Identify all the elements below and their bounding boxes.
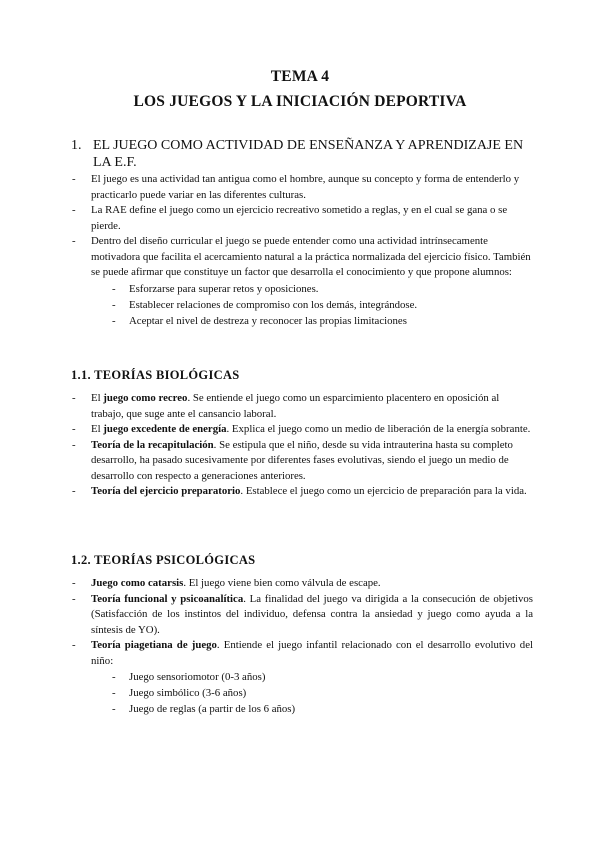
list-item: - Juego como catarsis. El juego viene bien como válvula de escape. — [72, 577, 381, 589]
list-item: - Teoría piagetiana de juego. Entiende el juego infantil relacionado con el desarrollo evolutivo del niño: - Juego sensoriomotor (0-3 años) - Juego simbólico (3-6 años) - Juego de reglas (a partir de los 6 años) — [72, 639, 533, 715]
section-1-number: 1. — [71, 138, 82, 153]
section-1-list — [71, 172, 533, 329]
list-item: - El juego excedente de energía. Explica el juego como un medio de liberación de la energía sobrante. — [72, 423, 531, 435]
list-item: - Teoría del ejercicio preparatorio. Establece el juego como un ejercicio de preparación para la vida. — [72, 485, 527, 497]
sublist-item: - Juego sensoriomotor (0-3 años) — [112, 671, 266, 683]
sublist-item: - Juego simbólico (3-6 años) — [112, 687, 247, 699]
list-item: - El juego como recreo. Se entiende el juego como un esparcimiento placentero en oposición al trabajo, que suge ante el cansancio laboral. — [72, 392, 500, 420]
section-1-2-list — [71, 576, 533, 717]
list-item: - El juego es una actividad tan antigua como el hombre, aunque su concepto y forma de entenderlo y practicarlo puede variar en las diferentes culturas. — [72, 173, 520, 201]
section-1-1-list — [71, 391, 533, 500]
list-item: - Dentro del diseño curricular el juego se puede entender como una actividad intrínsecamente motivadora que facilita el acercamiento natural a la práctica normalizada del ejercicio físico. También se puede afirmar que constituye un factor que desarrolla el conocimiento y que propone alumnos: - Esforzarse para superar retos y oposiciones. - Establecer relaciones de compromiso con los demás, integrándose. - Aceptar el nivel de destreza y reconocer las propias limitaciones — [71, 234, 533, 329]
sublist-item: - Establecer relaciones de compromiso con los demás, integrándose. — [112, 298, 418, 311]
list-item: - Teoría de la recapitulación. Se estipula que el niño, desde su vida intrauterina hasta su completo desarrollo, ha pasado sucesivamente por diferentes fases evolutivas, siendo el juego un medio de desarrollo con respecto a generaciones anteriores. — [72, 438, 513, 482]
sublist-item: - Juego de reglas (a partir de los 6 años) — [112, 703, 296, 715]
section-1-heading — [71, 137, 541, 171]
page-subtitle: LOS JUEGOS Y LA INICIACIÓN DEPORTIVA — [133, 93, 467, 110]
list-item: - La RAE define el juego como un ejercicio recreativo sometido a reglas, y en el cual se gana o se pierde. — [72, 204, 508, 232]
section-1-sublist — [91, 281, 533, 329]
section-1-title: EL JUEGO COMO ACTIVIDAD DE ENSEÑANZA Y APRENDIZAJE EN LA E.F. — [93, 138, 524, 170]
section-1-2-heading: 1.2. TEORÍAS PSICOLÓGICAS — [71, 553, 256, 567]
sublist-item: - Esforzarse para superar retos y oposiciones. — [112, 282, 319, 295]
section-1-1-heading: 1.1. TEORÍAS BIOLÓGICAS — [71, 368, 240, 382]
sublist-item: - Aceptar el nivel de destreza y reconocer las propias limitaciones — [112, 314, 407, 327]
list-item: - Teoría funcional y psicoanalítica. La finalidad del juego va dirigida a la consecución de objetivos (Satisfacción de los instintos del individuo, defensa contra la ansiedad y juego como ayuda a la síntesis de YO). — [72, 592, 533, 636]
section-1-2-sublist — [91, 669, 533, 717]
page-title: TEMA 4 — [270, 68, 330, 85]
